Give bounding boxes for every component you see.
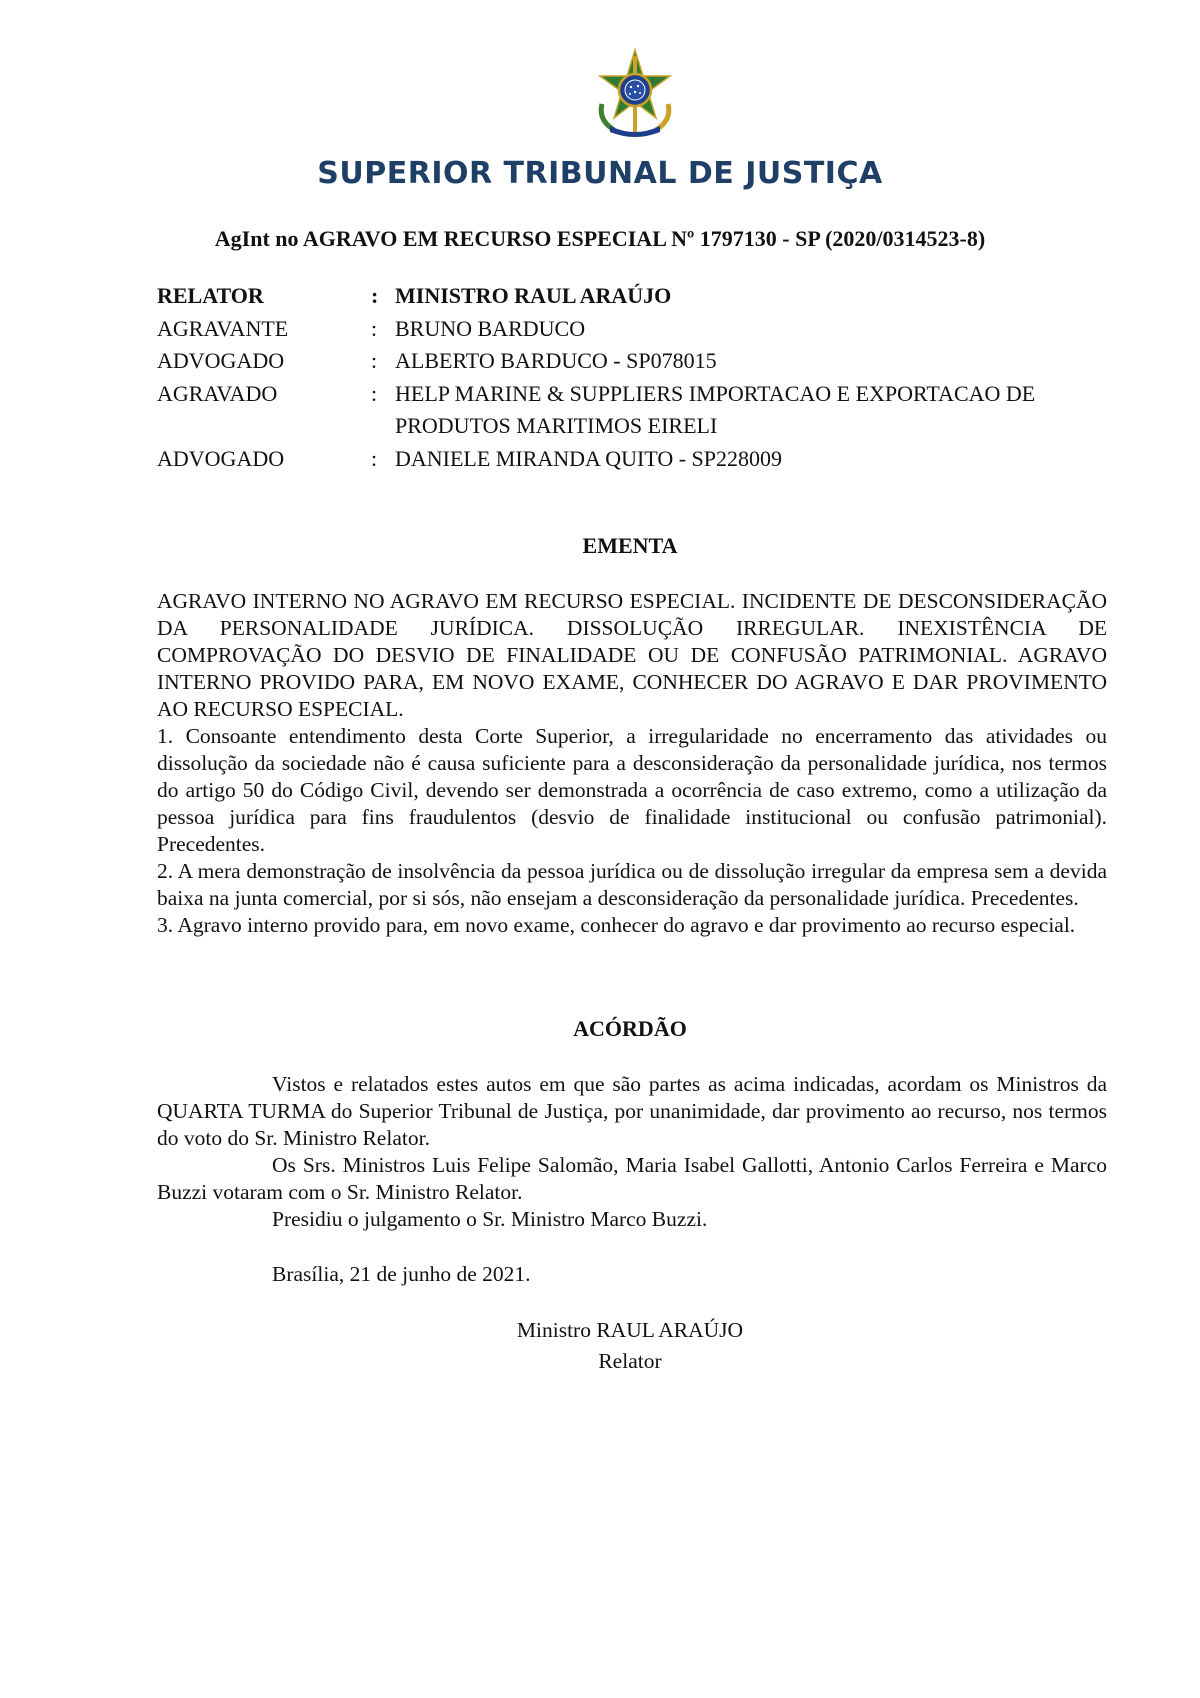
party-row (157, 313, 1137, 346)
party-name: BRUNO BARDUCO (395, 315, 586, 341)
party-colon: : (371, 380, 378, 406)
signature-role: Relator (598, 1349, 662, 1373)
party-colon: : (371, 445, 378, 471)
party-role: ADVOGADO (157, 348, 285, 373)
ementa-summary: AGRAVO INTERNO NO AGRAVO EM RECURSO ESPECIAL. INCIDENTE DE DESCONSIDERAÇÃO DA PERSONALIDADE JURÍDICA. DISSOLUÇÃO IRREGULAR. INEXISTÊNCIA DE COMPROVAÇÃO DO DESVIO DE FINALIDADE OU DE CONFUSÃO PATRIMONIAL. AGRAVO INTERNO PROVIDO PARA, EM NOVO EXAME, CONHECER DO AGRAVO E DAR PROVIMENTO AO RECURSO ESPECIAL. (157, 589, 1107, 721)
party-role: AGRAVADO (157, 380, 278, 406)
signature-name: Ministro RAUL ARAÚJO (516, 1318, 744, 1342)
party-role: RELATOR (157, 283, 264, 308)
ementa-body (157, 588, 1107, 939)
parties-table (157, 280, 1137, 475)
acordao-paragraph: Os Srs. Ministros Luis Felipe Salomão, Maria Isabel Gallotti, Antonio Carlos Ferreira e Marco Buzzi votaram com o Sr. Ministro Relator. (157, 1153, 1107, 1204)
party-row (157, 443, 1137, 476)
coat-of-arms-of-brazil-icon (590, 46, 680, 138)
party-colon: : (371, 315, 378, 341)
acordao-heading: ACÓRDÃO (573, 1016, 687, 1041)
party-row (157, 280, 1137, 313)
party-colon: : (371, 283, 379, 308)
party-role: ADVOGADO (157, 445, 285, 471)
ementa-item: 1. Consoante entendimento desta Corte Superior, a irregularidade no encerramento das atividades ou dissolução da sociedade não é causa suficiente para a desconsideração da personalidade jurídica, nos termos do artigo 50 do Código Civil, devendo ser demonstrada a ocorrência de caso extremo, como a utilização da pessoa jurídica para fins fraudulentos (desvio de finalidade institucional ou confusão patrimonial). Precedentes. (157, 724, 1107, 856)
ementa-item: 2. A mera demonstração de insolvência da pessoa jurídica ou de dissolução irregular da empresa sem a devida baixa na junta comercial, por si sós, não ensejam a desconsideração da personalidade jurídica. Precedentes. (157, 859, 1107, 910)
ementa-item: 3. Agravo interno provido para, em novo exame, conhecer do agravo e dar provimento ao recurso especial. (157, 913, 1076, 937)
party-name: DANIELE MIRANDA QUITO - SP228009 (395, 445, 783, 471)
party-row (157, 378, 1137, 443)
party-name: MINISTRO RAUL ARAÚJO (395, 283, 672, 308)
acordao-body (157, 1071, 1107, 1233)
party-name: ALBERTO BARDUCO - SP078015 (395, 348, 717, 373)
place-date: Brasília, 21 de junho de 2021. (272, 1262, 531, 1286)
acordao-paragraph: Presidiu o julgamento o Sr. Ministro Marco Buzzi. (272, 1207, 708, 1231)
party-role: AGRAVANTE (157, 315, 289, 341)
party-row (157, 345, 1137, 378)
party-name: HELP MARINE & SUPPLIERS IMPORTACAO E EXPORTACAO DE PRODUTOS MARITIMOS EIRELI (395, 380, 1036, 438)
case-title: AgInt no AGRAVO EM RECURSO ESPECIAL Nº 1797130 - SP (2020/0314523-8) (214, 226, 986, 251)
party-colon: : (371, 348, 378, 373)
acordao-paragraph: Vistos e relatados estes autos em que são partes as acima indicadas, acordam os Ministros da QUARTA TURMA do Superior Tribunal de Justiça, por unanimidade, dar provimento ao recurso, nos termos do voto do Sr. Ministro Relator. (157, 1072, 1107, 1150)
ementa-heading: EMENTA (582, 533, 678, 558)
court-name: SUPERIOR TRIBUNAL DE JUSTIÇA (317, 156, 883, 191)
signature-block (400, 1315, 860, 1377)
